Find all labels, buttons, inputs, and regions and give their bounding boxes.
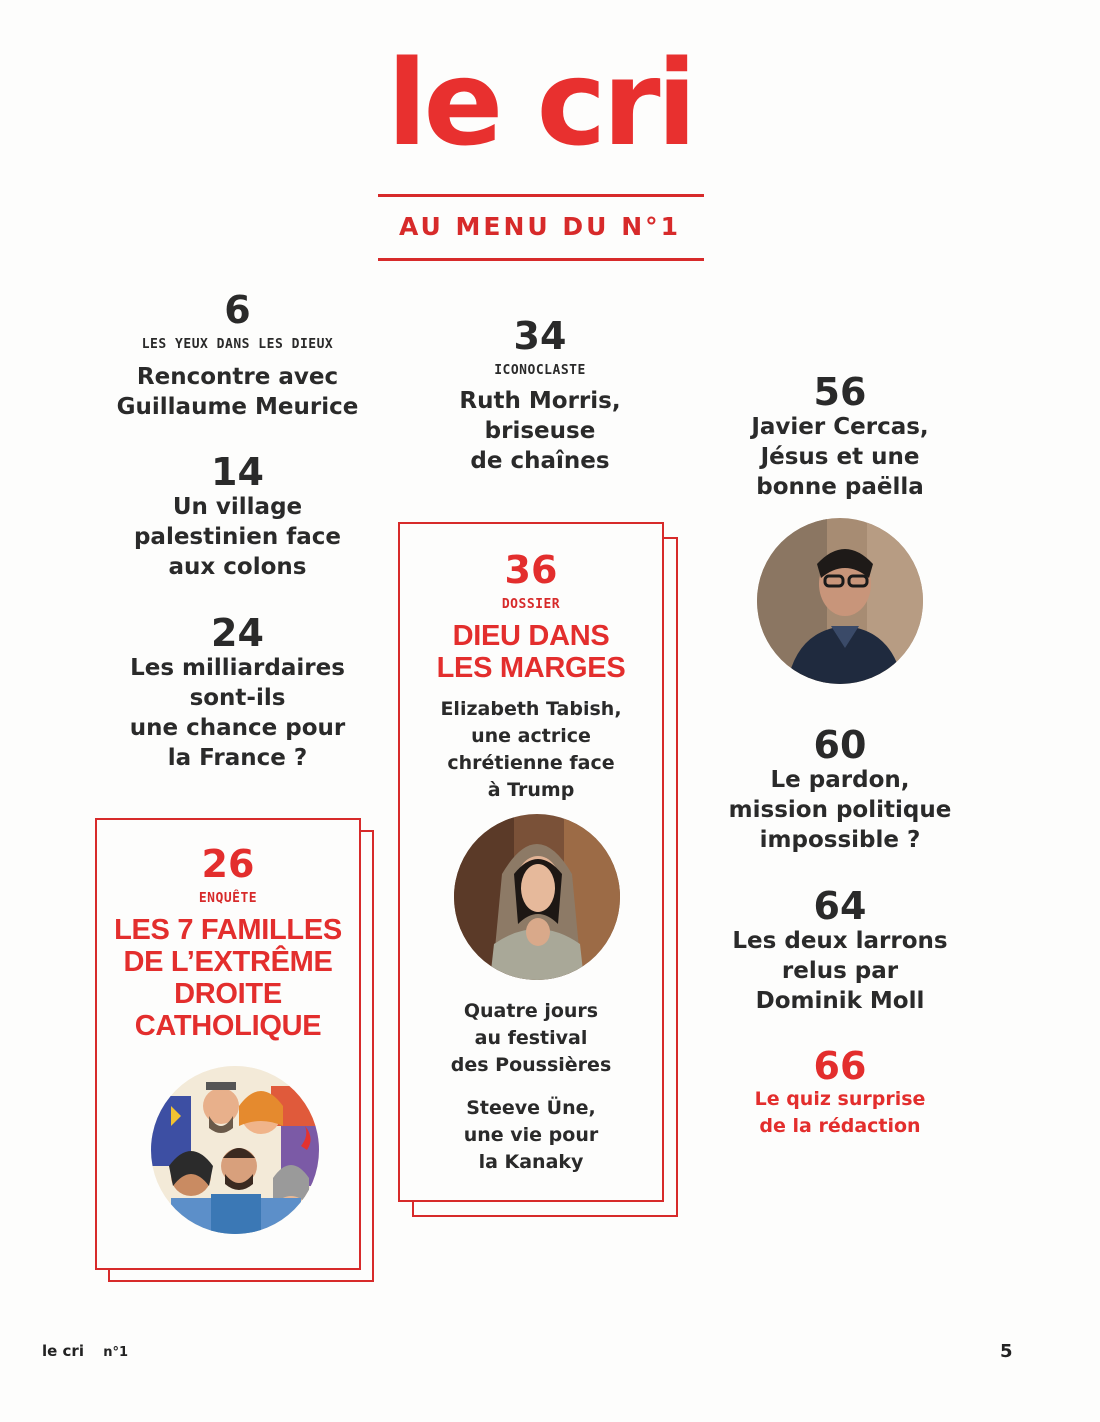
page-number: 66 (813, 1044, 867, 1088)
sub-article-line: chrétienne face (447, 752, 615, 774)
page-number-footer: 5 (1000, 1341, 1013, 1362)
article-title-line: une chance pour (129, 715, 346, 741)
article-title-line: Les milliardaires (130, 655, 345, 681)
entry-page-56[interactable] (700, 372, 980, 502)
page-number: 36 (504, 548, 558, 592)
page-number: 60 (813, 723, 867, 767)
entry-page-34[interactable] (400, 316, 680, 476)
entry-page-64[interactable] (700, 886, 980, 1016)
bottom-divider (378, 258, 704, 261)
page-number: 64 (813, 884, 867, 928)
article-title-line: relus par (781, 958, 899, 984)
article-title-line: la France ? (167, 745, 308, 771)
entry-page-14[interactable] (95, 452, 380, 582)
article-title-line: sont-ils (189, 685, 286, 711)
article-title-line: bonne paëlla (756, 474, 924, 500)
article-title-line: Ruth Morris, (459, 388, 621, 414)
feature-box-enquete[interactable] (95, 818, 361, 1270)
feature-box-dossier[interactable] (398, 522, 664, 1202)
entry-page-6[interactable] (95, 290, 380, 422)
sub-article-line: la Kanaky (478, 1151, 584, 1173)
article-title-line: briseuse (484, 418, 596, 444)
feature-title-line: DROITE (174, 978, 282, 1010)
footer-brand: le cri (42, 1342, 84, 1360)
sub-article-line: une actrice (471, 725, 591, 747)
article-title-line: Un village (172, 494, 303, 520)
section-kicker: ENQUÊTE (198, 891, 258, 906)
feature-title-line: DE L’EXTRÊME (123, 946, 333, 978)
article-title-line: Dominik Moll (755, 988, 925, 1014)
top-divider (378, 194, 704, 197)
article-title-line: impossible ? (759, 827, 921, 853)
feature-title-line: LES MARGES (436, 652, 626, 684)
entry-page-66[interactable] (700, 1046, 980, 1140)
page-number: 56 (813, 370, 867, 414)
page-number: 6 (224, 288, 251, 332)
magazine-logo: le cri (386, 34, 694, 172)
page-number: 34 (513, 314, 567, 358)
feature-title-line: LES 7 FAMILLES (114, 914, 342, 946)
article-title-line: Rencontre avec (136, 364, 339, 390)
sub-article-line: au festival (474, 1027, 588, 1049)
sub-article-line: une vie pour (463, 1124, 599, 1146)
menu-title: AU MENU DU N°1 (398, 212, 682, 241)
article-title-line: mission politique (728, 797, 952, 823)
sub-article-line: des Poussières (450, 1054, 612, 1076)
page-number: 14 (211, 450, 264, 494)
entry-page-24[interactable] (95, 613, 380, 773)
feature-title-line: DIEU DANS (452, 620, 610, 652)
page-number: 26 (201, 842, 255, 886)
article-title-line: Jésus et une (760, 444, 920, 470)
article-title-line: Les deux larrons (732, 928, 948, 954)
article-title-line: aux colons (168, 554, 307, 580)
sub-article-line: Quatre jours (463, 1000, 599, 1022)
article-title-line: Le quiz surprise (754, 1088, 926, 1110)
sub-article-line: Elizabeth Tabish, (440, 698, 622, 720)
feature-title-line: CATHOLIQUE (134, 1010, 322, 1042)
footer-logo (42, 1342, 128, 1360)
sub-article-line: Steeve Üne, (466, 1097, 596, 1119)
article-title-line: Le pardon, (770, 767, 910, 793)
portrait-photo-javier-cercas (757, 518, 923, 684)
entry-page-60[interactable] (700, 725, 980, 855)
article-title-line: Javier Cercas, (751, 414, 929, 440)
footer-issue: n°1 (103, 1345, 129, 1360)
article-title-line: Guillaume Meurice (116, 394, 359, 420)
page-number: 24 (211, 611, 264, 655)
article-title-line: palestinien face (133, 524, 342, 550)
section-kicker: LES YEUX DANS LES DIEUX (141, 337, 334, 352)
illustration-families (151, 1066, 319, 1234)
sub-article-line: à Trump (487, 779, 575, 801)
portrait-photo-elizabeth-tabish (454, 814, 620, 980)
section-kicker: DOSSIER (501, 597, 561, 612)
article-title-line: de chaînes (470, 448, 610, 474)
section-kicker: ICONOCLASTE (494, 363, 586, 378)
article-title-line: de la rédaction (759, 1115, 921, 1137)
